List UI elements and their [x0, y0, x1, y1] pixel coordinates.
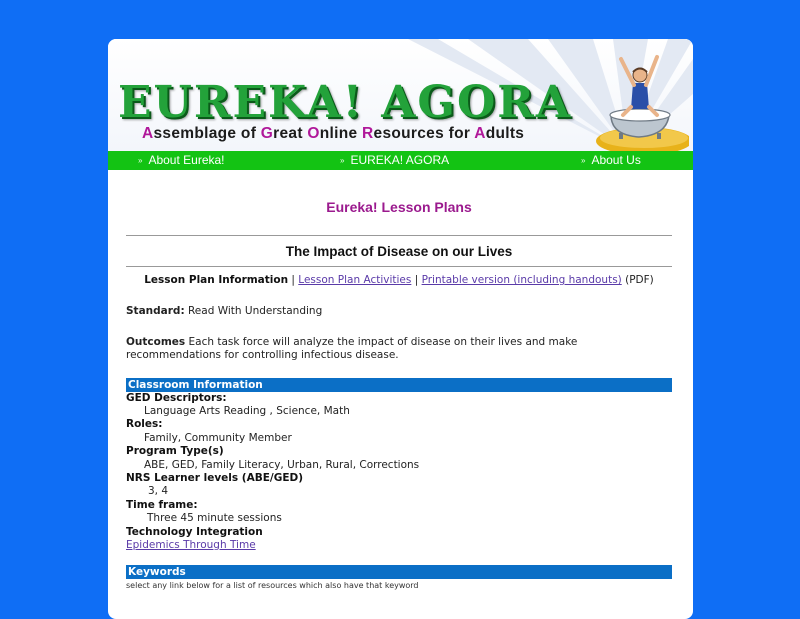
arrow-icon: » — [340, 156, 345, 165]
archimedes-bathtub-icon — [589, 45, 689, 151]
arrow-icon: » — [581, 156, 586, 165]
ged-label: GED Descriptors: — [126, 391, 227, 404]
nrs-levels-value: 3, 4 — [148, 485, 169, 498]
main-content — [108, 199, 693, 590]
lesson-activities-link[interactable]: Lesson Plan Activities — [298, 274, 412, 286]
current-section-label: Lesson Plan Information — [144, 274, 289, 286]
nrs-levels-label: NRS Learner levels (ABE/GED) — [126, 471, 304, 484]
site-logo[interactable]: EUREKA! AGORA — [118, 77, 572, 128]
outcomes-paragraph: Outcomes Each task force will analyze the impact of disease on their lives and make recommendations for controlling infectious disease. — [126, 335, 578, 361]
standard-line: Standard: Read With Understanding — [126, 305, 323, 317]
keywords-header: Keywords — [126, 565, 672, 579]
ged-value: Language Arts Reading , Science, Math — [144, 404, 350, 417]
pdf-label: (PDF) — [621, 274, 654, 286]
page-title: Eureka! Lesson Plans — [326, 199, 472, 215]
site-tagline: Assemblage of Great Online Resources for Adults — [142, 125, 525, 142]
epidemics-through-time-link[interactable]: Epidemics Through Time — [126, 538, 256, 551]
program-type-label: Program Type(s) — [126, 445, 224, 458]
roles-label: Roles: — [126, 418, 163, 431]
keywords-note: select any link below for a list of resources which also have that keyword — [126, 581, 419, 591]
page-container — [108, 39, 693, 619]
main-nav-bar — [108, 151, 693, 170]
arrow-icon: » — [138, 156, 143, 165]
nav-eureka-agora[interactable]: » EUREKA! AGORA — [340, 153, 450, 167]
site-banner — [108, 39, 693, 151]
program-type-value: ABE, GED, Family Literacy, Urban, Rural, Corrections — [144, 458, 420, 471]
lesson-title: The Impact of Disease on our Lives — [285, 244, 513, 259]
lesson-nav-line: Lesson Plan Information | Lesson Plan Activities | Printable version (including handouts) (PDF) — [144, 274, 654, 286]
printable-version-link[interactable]: Printable version (including handouts) — [421, 274, 622, 286]
nav-about-us[interactable]: » About Us — [581, 153, 641, 167]
classroom-info-header: Classroom Information — [126, 378, 672, 392]
divider — [126, 266, 672, 267]
time-frame-label: Time frame: — [126, 498, 198, 511]
roles-value: Family, Community Member — [144, 431, 292, 444]
time-frame-value: Three 45 minute sessions — [147, 512, 282, 525]
nav-about-eureka[interactable]: » About Eureka! — [138, 153, 225, 167]
technology-integration-label: Technology Integration — [126, 525, 263, 538]
